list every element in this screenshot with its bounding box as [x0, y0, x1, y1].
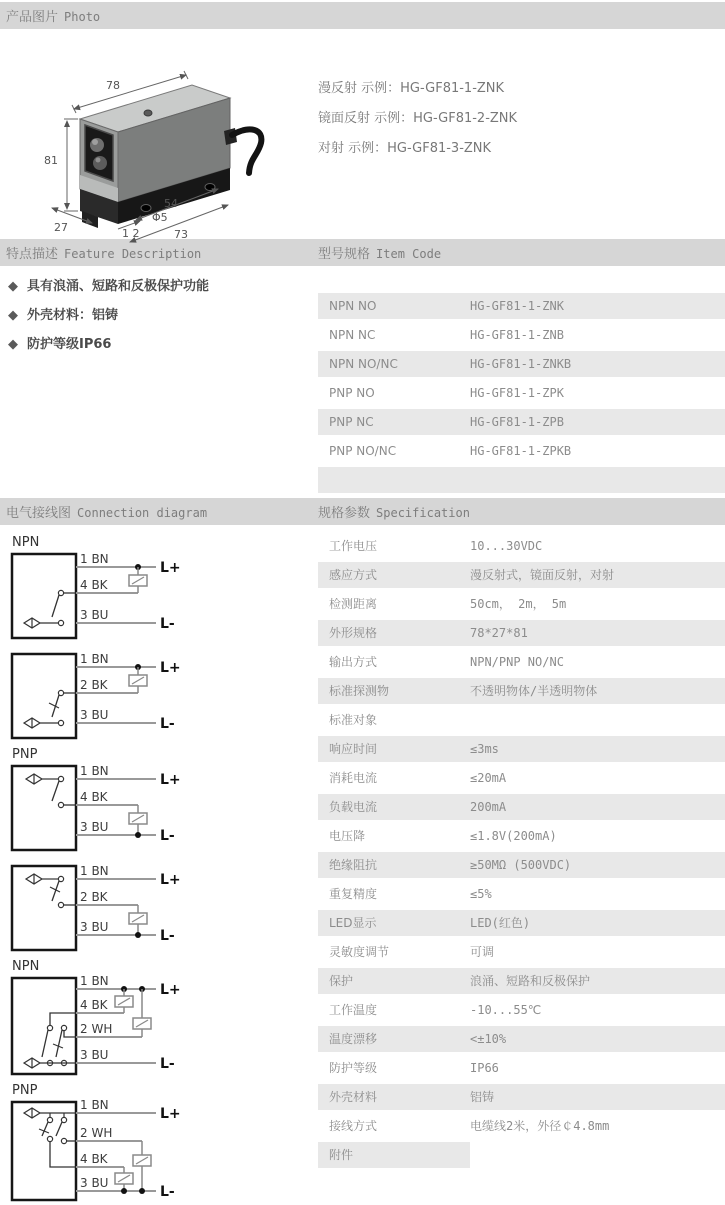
cell-spec-label: 标准对象	[329, 713, 378, 727]
supply-minus-label: L-	[160, 828, 175, 844]
cell-spec-value: ≤3ms	[470, 742, 499, 756]
cell-item-code: HG-GF81-1-ZNB	[470, 328, 564, 342]
item-code-table	[318, 293, 725, 496]
wire-label: 1 BN	[80, 975, 109, 988]
cell-spec-label: LED显示	[329, 916, 377, 930]
product-isometric-drawing	[18, 31, 318, 245]
contact-terminal	[58, 876, 63, 881]
wiring-diagram-npn-nonc	[0, 959, 318, 1079]
cell-spec-label: 附件	[318, 1142, 470, 1168]
contact-terminal	[47, 1117, 52, 1122]
contact-terminal	[58, 776, 63, 781]
contact-terminal	[47, 1136, 52, 1141]
junction-dot	[135, 932, 141, 938]
cell-spec-value: 200mA	[470, 800, 507, 814]
wiring-diagram-pnp-nc	[0, 863, 318, 955]
cell-output-type	[318, 467, 470, 493]
wire-label: 3 BU	[80, 708, 109, 722]
section-header-photo	[0, 2, 725, 29]
cell-spec-value: 漫反射式，镜面反射，对射	[470, 568, 615, 582]
specification-table	[318, 533, 725, 1171]
cell-spec-value: ≤20mA	[470, 771, 507, 785]
wire-label: 1 BN	[80, 864, 109, 878]
cell-spec-label: 负载电流	[329, 800, 378, 814]
table-row	[318, 1055, 725, 1081]
wire-label: 4 BK	[80, 578, 108, 592]
diagram-type-label: NPN	[12, 535, 40, 550]
cell-spec-label: 重复精度	[329, 887, 378, 901]
example-retroreflective: 镜面反射 示例：HG-GF81-2-ZNK	[318, 111, 518, 126]
itemcode-header-en: Item Code	[376, 247, 442, 261]
contact-terminal	[58, 590, 63, 595]
cell-spec-value: NPN/PNP NO/NC	[470, 655, 564, 669]
table-row	[318, 1113, 725, 1139]
cell-spec-label: 温度漂移	[329, 1032, 378, 1046]
table-row	[318, 409, 725, 435]
connection-header-en: Connection diagram	[77, 506, 208, 520]
wire-label: 1 BN	[80, 552, 109, 566]
table-row	[318, 823, 725, 849]
wiring-diagram-pnp-no	[0, 747, 318, 855]
table-row	[318, 736, 725, 762]
feature-item	[8, 278, 318, 295]
cell-spec-value: ≥50MΩ (500VDC)	[470, 858, 572, 872]
wire-label: 2 BK	[80, 890, 108, 904]
spec-header-zh: 规格参数	[318, 506, 371, 521]
cell-item-code: HG-GF81-1-ZPK	[470, 386, 564, 400]
cell-spec-value: <±10%	[470, 1032, 507, 1046]
wire-label: 4 BK	[80, 790, 108, 804]
table-row	[318, 438, 725, 464]
contact-terminal	[47, 1025, 52, 1030]
dim-depth-label: 27	[54, 221, 68, 234]
cell-spec-value	[470, 1142, 725, 1168]
cell-spec-label: 工作电压	[329, 539, 378, 553]
cell-spec-value: IP66	[470, 1061, 499, 1075]
cell-spec-value: ≤1.8V(200mA)	[470, 829, 557, 843]
cell-spec-label: 外壳材料	[329, 1090, 378, 1104]
wire-label: 3 BU	[80, 820, 109, 834]
table-row	[318, 997, 725, 1023]
contact-terminal	[58, 720, 63, 725]
table-row	[318, 794, 725, 820]
wire-label: 2 WH	[80, 1126, 113, 1140]
cell-item-code: HG-GF81-1-ZNK	[470, 299, 564, 313]
supply-plus-label: L+	[160, 772, 181, 788]
junction-dot	[139, 1188, 145, 1194]
lens-lower	[93, 156, 107, 170]
table-row	[318, 591, 725, 617]
photo-section	[0, 29, 725, 241]
cell-spec-label: 保护	[329, 974, 354, 988]
cell-spec-label: 标准探测物	[329, 684, 390, 698]
junction-dot	[121, 1188, 127, 1194]
features-header-en: Feature Description	[64, 247, 202, 261]
wire-label: 1 BN	[80, 1099, 109, 1112]
diamond-bullet-icon: ◆	[8, 337, 18, 352]
wiring-diagram-npn-nc	[0, 651, 318, 743]
supply-plus-label: L+	[160, 1106, 181, 1122]
supply-minus-label: L-	[160, 1056, 175, 1072]
cell-spec-value: 不透明物体/半透明物体	[470, 684, 598, 698]
cell-output-type: PNP NC	[329, 415, 374, 429]
diamond-bullet-icon: ◆	[8, 279, 18, 294]
dim-height-label: 81	[44, 154, 58, 167]
cell-spec-label: 输出方式	[329, 655, 378, 669]
cell-spec-value: ≤5%	[470, 887, 492, 901]
photo-header-zh: 产品图片	[6, 10, 59, 25]
cell-spec-value: 可调	[470, 945, 495, 959]
supply-minus-label: L-	[160, 716, 175, 732]
feature-list	[0, 266, 318, 494]
lens-lower-glint	[96, 158, 101, 163]
diagram-type-label: NPN	[12, 959, 40, 974]
cell-item-code	[470, 467, 725, 493]
wire-label: 4 BK	[80, 1152, 108, 1166]
cell-spec-label: 接线方式	[329, 1119, 378, 1133]
cell-spec-value: 电缆线2米，外径￠4.8mm	[470, 1119, 610, 1133]
feature-text: 具有浪涌、短路和反极保护功能	[27, 279, 210, 294]
cell-spec-label: 外形规格	[329, 626, 378, 640]
contact-terminal	[58, 902, 63, 907]
connection-spec-section	[0, 525, 725, 1205]
supply-plus-label: L+	[160, 982, 181, 998]
wire-label: 3 BU	[80, 608, 109, 622]
lens-window	[85, 125, 113, 181]
table-row	[318, 649, 725, 675]
table-row	[318, 881, 725, 907]
feature-item	[8, 336, 318, 353]
cell-output-type: PNP NO	[329, 386, 375, 400]
wiring-diagrams	[0, 525, 318, 1205]
supply-minus-label: L-	[160, 1184, 175, 1200]
wire-label: 2 BK	[80, 678, 108, 692]
diagram-type-label: PNP	[12, 747, 38, 762]
lens-upper-glint	[92, 139, 98, 145]
table-row	[318, 678, 725, 704]
table-row	[318, 1084, 725, 1110]
cell-output-type: NPN NC	[329, 328, 376, 342]
cell-spec-label: 电压降	[329, 829, 366, 843]
cell-spec-label: 绝缘阻抗	[329, 858, 378, 872]
mounting-hole-2	[205, 184, 215, 191]
cell-item-code: HG-GF81-1-ZNKB	[470, 357, 572, 371]
table-row	[318, 351, 725, 377]
wiring-diagram-npn-no	[0, 535, 318, 643]
example-diffuse: 漫反射 示例：HG-GF81-1-ZNK	[318, 81, 505, 96]
supply-plus-label: L+	[160, 660, 181, 676]
table-row	[318, 562, 725, 588]
cell-spec-value: 50cm， 2m， 5m	[470, 597, 567, 611]
wiring-diagram-pnp-nonc	[0, 1083, 318, 1205]
cell-item-code: HG-GF81-1-ZPB	[470, 415, 564, 429]
table-row	[318, 1026, 725, 1052]
cell-output-type: PNP NO/NC	[329, 444, 397, 458]
table-row	[318, 910, 725, 936]
cell-spec-value: -10...55℃	[470, 1003, 542, 1017]
mounting-hole-1	[141, 205, 151, 212]
dim-length-label: 73	[174, 228, 188, 241]
features-itemcode-section	[0, 266, 725, 496]
feature-text: 防护等级IP66	[27, 337, 112, 352]
wire-label: 1 BN	[80, 652, 109, 666]
cell-output-type: NPN NO	[329, 299, 377, 313]
cell-item-code: HG-GF81-1-ZPKB	[470, 444, 572, 458]
table-row	[318, 293, 725, 319]
contact-terminal	[58, 620, 63, 625]
section-header-connection-spec	[0, 498, 725, 525]
photo-header-en: Photo	[64, 10, 101, 24]
supply-plus-label: L+	[160, 872, 181, 888]
wire-label: 3 BU	[80, 1048, 109, 1062]
supply-minus-label: L-	[160, 928, 175, 944]
table-row	[318, 322, 725, 348]
cell-spec-label: 检测距离	[329, 597, 378, 611]
wire-label: 1 BN	[80, 764, 109, 778]
contact-terminal	[61, 1117, 66, 1122]
example-throughbeam: 对射 示例：HG-GF81-3-ZNK	[318, 141, 492, 156]
table-row	[318, 939, 725, 965]
cell-output-type: NPN NO/NC	[329, 357, 398, 371]
connection-header-zh: 电气接线图	[6, 506, 72, 521]
sensor-body-outline	[12, 1102, 76, 1200]
feature-item	[8, 307, 318, 324]
top-screw-hole	[144, 110, 152, 116]
cell-spec-value: 10...30VDC	[470, 539, 543, 553]
dim-slot-label: 54	[164, 197, 178, 210]
cell-spec-label: 工作温度	[329, 1003, 378, 1017]
cell-spec-value	[470, 707, 725, 733]
sensor-body-outline	[12, 654, 76, 738]
table-row	[318, 380, 725, 406]
cell-spec-label: 消耗电流	[329, 771, 378, 785]
dim-hole-label: Φ5	[152, 211, 168, 224]
cell-spec-value: LED(红色)	[470, 916, 531, 930]
diamond-bullet-icon: ◆	[8, 308, 18, 323]
table-row	[318, 1142, 725, 1168]
table-row	[318, 968, 725, 994]
table-row	[318, 533, 725, 559]
features-header-zh: 特点描述	[6, 247, 59, 262]
table-row	[318, 707, 725, 733]
cell-spec-label: 响应时间	[329, 742, 378, 756]
table-row	[318, 852, 725, 878]
contact-terminal	[58, 802, 63, 807]
spec-header-en: Specification	[376, 506, 470, 520]
photo-examples	[318, 81, 517, 171]
wire-label: 4 BK	[80, 998, 108, 1012]
contact-terminal	[61, 1138, 66, 1143]
cell-spec-label: 防护等级	[329, 1061, 378, 1075]
feature-text: 外壳材料：铝铸	[27, 308, 119, 323]
cell-spec-value: 浪涌、短路和反极保护	[470, 974, 591, 988]
cell-spec-value: 78*27*81	[470, 626, 528, 640]
wire-label: 3 BU	[80, 1176, 109, 1190]
wire-label: 3 BU	[80, 920, 109, 934]
supply-plus-label: L+	[160, 560, 181, 576]
dim-width-label: 78	[106, 79, 120, 92]
table-row	[318, 467, 725, 493]
wire-label: 2 WH	[80, 1022, 113, 1036]
cell-spec-label: 感应方式	[329, 568, 378, 582]
supply-minus-label: L-	[160, 616, 175, 632]
table-row	[318, 765, 725, 791]
contact-terminal	[61, 1025, 66, 1030]
dim-step-label: 1 2	[122, 227, 140, 240]
sensor-body-outline	[12, 554, 76, 638]
itemcode-header-zh: 型号规格	[318, 247, 371, 262]
table-row	[318, 620, 725, 646]
junction-dot	[135, 832, 141, 838]
cell-spec-value: 铝铸	[470, 1090, 495, 1104]
diagram-type-label: PNP	[12, 1083, 38, 1098]
cable	[232, 129, 261, 173]
cell-spec-label: 灵敏度调节	[329, 945, 390, 959]
contact-terminal	[58, 690, 63, 695]
